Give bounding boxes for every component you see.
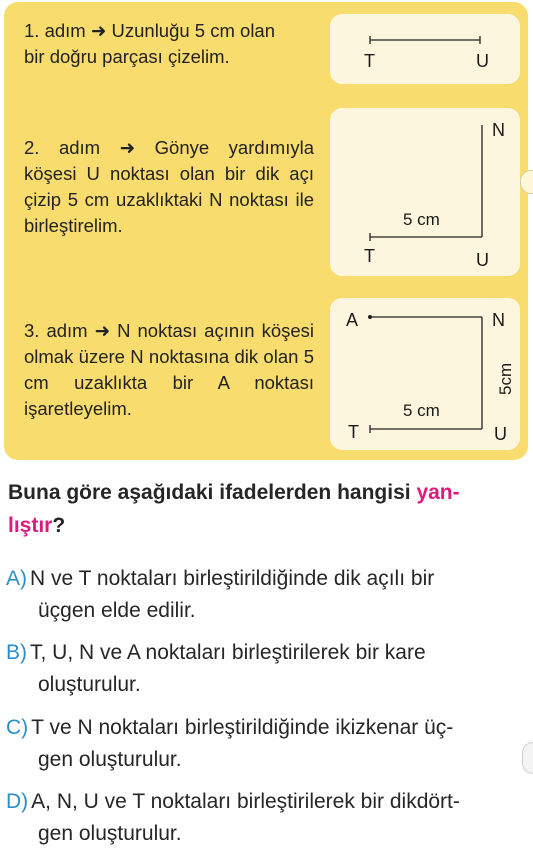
figure-step-2 bbox=[330, 108, 520, 276]
point-label-t: T bbox=[364, 51, 375, 71]
option-line1: N ve T noktaları birleştirildiğinde dik açılı bir bbox=[30, 567, 435, 590]
rectangle-diagram bbox=[330, 298, 520, 450]
length-label: 5 cm bbox=[403, 401, 440, 420]
point-label-u: U bbox=[476, 250, 489, 270]
side-length-label: 5cm bbox=[496, 362, 515, 395]
option-line1: A, N, U ve T noktaları birleştirilerek bir dikdört- bbox=[31, 790, 460, 813]
point-label-u: U bbox=[494, 424, 507, 444]
option-b[interactable] bbox=[6, 637, 528, 701]
step-3-line1: N noktası açının bbox=[117, 320, 255, 341]
option-line2: gen oluşturulur. bbox=[38, 748, 182, 771]
figure-step-1 bbox=[330, 14, 520, 84]
step-1-label: 1. adım bbox=[24, 20, 86, 41]
point-label-t: T bbox=[364, 246, 375, 266]
option-letter: B) bbox=[6, 641, 27, 664]
option-d[interactable] bbox=[6, 786, 528, 850]
option-line2: gen oluşturulur. bbox=[38, 822, 182, 845]
option-letter: A) bbox=[6, 567, 27, 590]
point-label-u: U bbox=[476, 51, 489, 71]
question-text bbox=[8, 476, 526, 542]
step-2-label: 2. adım bbox=[24, 137, 101, 158]
question-highlight-2: lıştır bbox=[8, 514, 53, 537]
question-highlight: yan- bbox=[416, 481, 460, 504]
option-line1: T ve N noktaları birleştirildiğinde ikizkenar üç- bbox=[31, 716, 454, 739]
step-2-rest: köşesi U noktası olan bir dik açı çizip 5 cm uzaklıktaki N noktası ile birleştirelim. bbox=[24, 163, 314, 236]
option-a[interactable] bbox=[6, 563, 528, 627]
page-edge-tab bbox=[522, 742, 533, 774]
step-3-text bbox=[24, 318, 314, 422]
step-3-label: 3. adım bbox=[24, 320, 88, 341]
point-label-t: T bbox=[348, 422, 359, 442]
option-c[interactable] bbox=[6, 712, 528, 776]
step-1-line1: Uzunluğu 5 cm olan bbox=[111, 20, 276, 41]
arrow-right-icon: ➜ bbox=[90, 20, 107, 41]
point-label-n: N bbox=[492, 310, 505, 330]
option-line2: oluşturulur. bbox=[38, 673, 141, 696]
step-2-line1: Gönye yardımıyla bbox=[154, 137, 315, 158]
arrow-right-icon: ➜ bbox=[119, 137, 136, 158]
point-label-a: A bbox=[346, 310, 359, 330]
page-edge-tab bbox=[520, 170, 533, 194]
step-1-line2: bir doğru parçası çizelim. bbox=[24, 46, 230, 67]
right-angle-diagram bbox=[330, 108, 520, 276]
steps-panel bbox=[4, 2, 528, 460]
question-mark: ? bbox=[52, 514, 66, 537]
point-label-n: N bbox=[492, 120, 505, 140]
question-before: Buna göre aşağıdaki ifadelerden hangisi bbox=[8, 481, 417, 504]
option-letter: C) bbox=[6, 716, 29, 739]
figure-step-3 bbox=[330, 298, 520, 450]
step-1-text bbox=[24, 18, 334, 70]
step-2-text bbox=[24, 135, 314, 239]
option-line2: üçgen elde edilir. bbox=[38, 599, 196, 622]
point-a-dot bbox=[368, 315, 372, 319]
segment-diagram bbox=[330, 14, 520, 84]
arrow-right-icon: ➜ bbox=[94, 320, 111, 341]
option-letter: D) bbox=[6, 790, 29, 813]
length-label: 5 cm bbox=[403, 210, 440, 229]
option-line1: T, U, N ve A noktaları birleştirilerek bir kare bbox=[30, 641, 426, 664]
step-3-rest: köşesi olmak üzere N noktasına dik olan 5 cm uzaklıkta bir A noktası işaretleyelim. bbox=[24, 320, 315, 419]
